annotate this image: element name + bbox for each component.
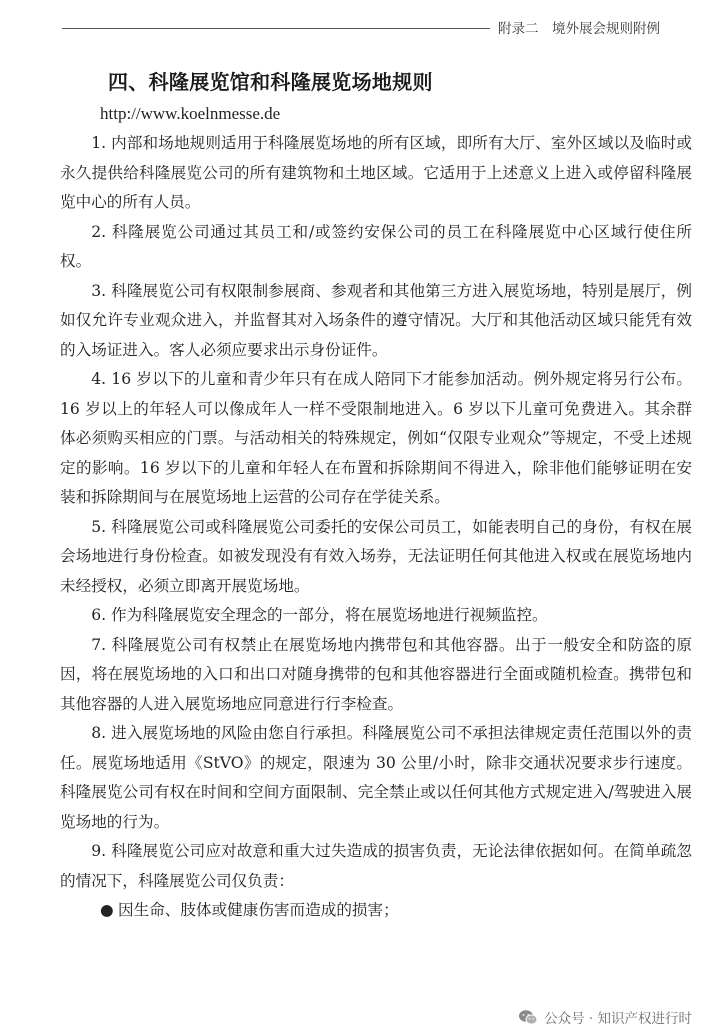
header-rule [62,28,490,29]
bullet-item [60,896,692,926]
paragraph-8: 8. 进入展览场地的风险由您自行承担。科隆展览公司不承担法律规定责任范围以外的责任。展览场地适用《StVO》的规定，限速为 30 公里/小时，除非交通状况要求步行速度。科隆展览公司有权在时间和空间方面限制、完全禁止或以任何其他方式规定进入/驾驶进入展览场地的行为。 [60,724,692,831]
section-title: 四、科隆展览馆和科隆展览场地规则 [108,70,433,94]
watermark-text: 公众号 · 知识产权进行时 [544,1011,692,1027]
bullet-dot-icon: ● [100,901,114,919]
paragraph-9: 9. 科隆展览公司应对故意和重大过失造成的损害负责，无论法律依据如何。在简单疏忽的情况下，科隆展览公司仅负责： [60,842,692,890]
website-url[interactable]: http://www.koelnmesse.de [100,104,281,123]
paragraph-3: 3. 科隆展览公司有权限制参展商、参观者和其他第三方进入展览场地，特别是展厅，例如仅允许专业观众进入，并监督其对入场条件的遵守情况。大厅和其他活动区域只能凭有效的入场证进入。客人必须应要求出示身份证件。 [60,281,692,359]
paragraph-2: 2. 科隆展览公司通过其员工和/或签约安保公司的员工在科隆展览中心区域行使住所权。 [60,222,692,270]
paragraph-6: 6. 作为科隆展览安全理念的一部分，将在展览场地进行视频监控。 [91,606,548,624]
paragraph-4: 4. 16 岁以下的儿童和青少年只有在成人陪同下才能参加活动。例外规定将另行公布。16 岁以上的年轻人可以像成年人一样不受限制地进入。6 岁以下儿童可免费进入。其余群体必须购买相应的门票。与活动相关的特殊规定，例如“仅限专业观众”等规定，不受上述规定的影响。16 岁以下的儿童和年轻人在布置和拆除期间不得进入，除非他们能够证明在安装和拆除期间与在展览场地上运营的公司存在学徒关系。 [60,370,692,506]
bullet-text: 因生命、肢体或健康伤害而造成的损害； [118,901,399,919]
paragraph-1: 1. 内部和场地规则适用于科隆展览场地的所有区域，即所有大厅、室外区域以及临时或永久提供给科隆展览公司的所有建筑物和土地区域。它适用于上述意义上进入或停留科隆展览中心的所有人员。 [60,134,692,211]
paragraph-7: 7. 科隆展览公司有权禁止在展览场地内携带包和其他容器。出于一般安全和防盗的原因，将在展览场地的入口和出口对随身携带的包和其他容器进行全面或随机检查。携带包和其他容器的人进入展览场地应同意进行行李检查。 [60,635,692,713]
running-header: 附录二 境外展会规则附例 [498,21,660,37]
rules-body [60,129,692,926]
wechat-icon [518,1009,538,1026]
watermark [514,1006,696,1028]
paragraph-5: 5. 科隆展览公司或科隆展览公司委托的安保公司员工，如能表明自己的身份，有权在展会场地进行身份检查。如被发现没有有效入场券，无法证明任何其他进入权或在展览场地内未经授权，必须立即离开展览场地。 [60,517,692,595]
